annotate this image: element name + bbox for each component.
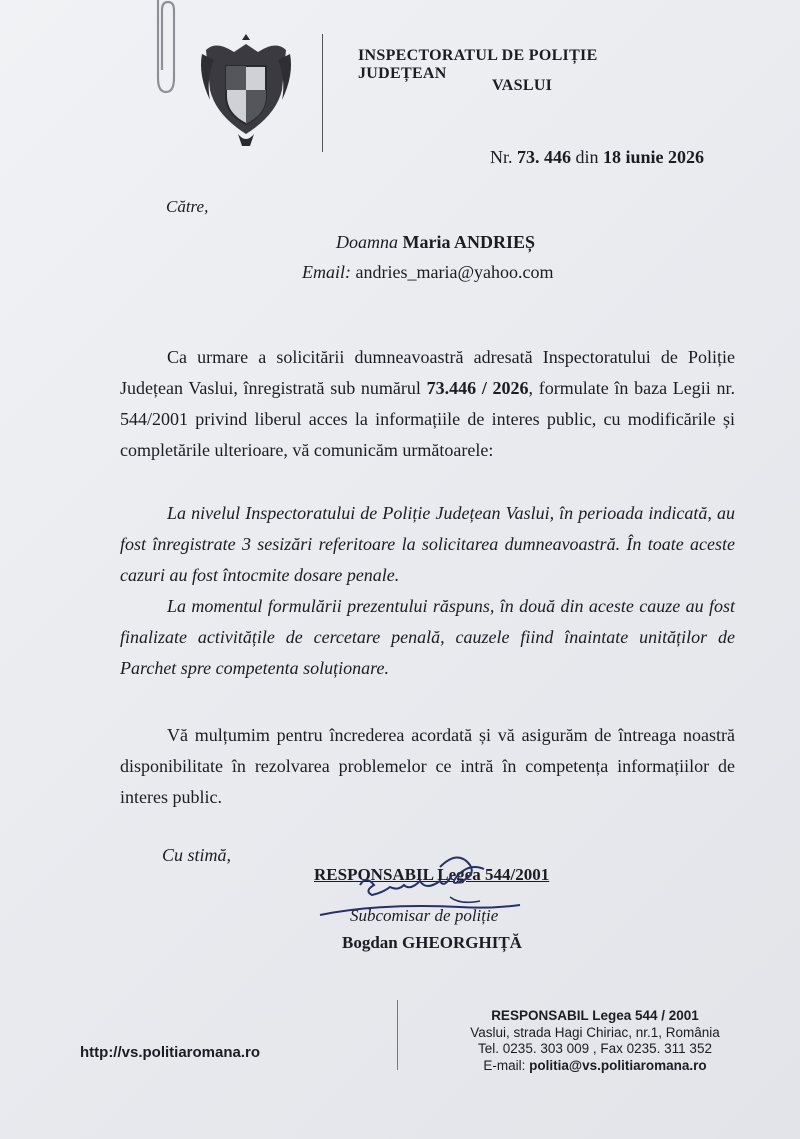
- footer-contact: [440, 1008, 750, 1074]
- footer-title: RESPONSABIL Legea 544 / 2001: [491, 1008, 699, 1023]
- number-prefix: Nr.: [490, 147, 513, 167]
- registration-number: 73. 446: [517, 147, 571, 167]
- paperclip-icon: [150, 0, 180, 95]
- recipient-email: andries_maria@yahoo.com: [355, 262, 554, 282]
- reference-line: [490, 147, 704, 168]
- recipient-name-line: [336, 232, 535, 253]
- footer-email-line: [440, 1058, 750, 1075]
- paragraph-thanks: Vă mulțumim pentru încrederea acordată și vă asigurăm de întreaga noastră disponibilitate în rezolvarea problemelor ce intră în competența informațiilor de interes public.: [120, 725, 735, 807]
- recipient-salutation: Doamna: [336, 232, 398, 252]
- recipient-email-line: [302, 262, 554, 283]
- paragraph-request: [120, 342, 735, 466]
- institution-city: VASLUI: [492, 77, 553, 94]
- footer-address: Vaslui, strada Hagi Chiriac, nr.1, România: [470, 1024, 720, 1040]
- document-date: 18 iunie 2026: [603, 147, 705, 167]
- recipient-name: Maria ANDRIEȘ: [402, 232, 536, 252]
- request-number: 73.446 / 2026: [426, 378, 529, 398]
- closing-phrase: Cu stimă,: [162, 845, 232, 865]
- paragraph-status: La momentul formulării prezentului răspuns, în două din aceste cauze au fost finalizate activitățile de cercetare penală, cauzele fiind înaintate unităților de Parchet spre competenta soluționare.: [120, 596, 735, 678]
- institution-name: INSPECTORATUL DE POLIȚIE JUDEȚEAN: [358, 47, 598, 82]
- signatory-name: Bogdan GHEORGHIȚĂ: [342, 933, 522, 952]
- footer-phone: Tel. 0235. 303 009 , Fax 0235. 311 352: [478, 1041, 712, 1056]
- footer-email-label: E-mail:: [483, 1057, 526, 1073]
- signatory-rank: Subcomisar de poliție: [350, 906, 499, 925]
- footer-email: politia@vs.politiaromana.ro: [529, 1057, 707, 1073]
- footer-website: http://vs.politiaromana.ro: [80, 1044, 261, 1061]
- date-prefix: din: [575, 147, 599, 167]
- paragraph-findings: La nivelul Inspectoratului de Poliție Județean Vaslui, în perioada indicată, au fost înregistrate 3 sesizări referitoare la solicitarea dumneavoastră. În toate aceste cazuri au fost întocmite dosare penale.: [120, 503, 735, 585]
- coat-of-arms-icon: [196, 30, 296, 150]
- to-label: Către,: [166, 197, 209, 216]
- footer-divider: [397, 1000, 398, 1070]
- paragraph-request-part1: Ca urmare a solicitării dumneavoastră adresată Inspectoratului de Poliție Județean Vaslui, înregistrată sub numărul: [120, 347, 735, 398]
- recipient-email-label: Email:: [302, 262, 351, 282]
- header-divider: [322, 34, 323, 152]
- signatory-title: RESPONSABIL Legea 544/2001: [314, 865, 550, 884]
- paragraph-request-part2: , formulate în baza Legii nr. 544/2001 privind liberul acces la informațiile de interes public, cu modificările și completările ulterioare, vă comunicăm următoarele:: [120, 378, 735, 460]
- bleed-through-text: [70, 112, 77, 143]
